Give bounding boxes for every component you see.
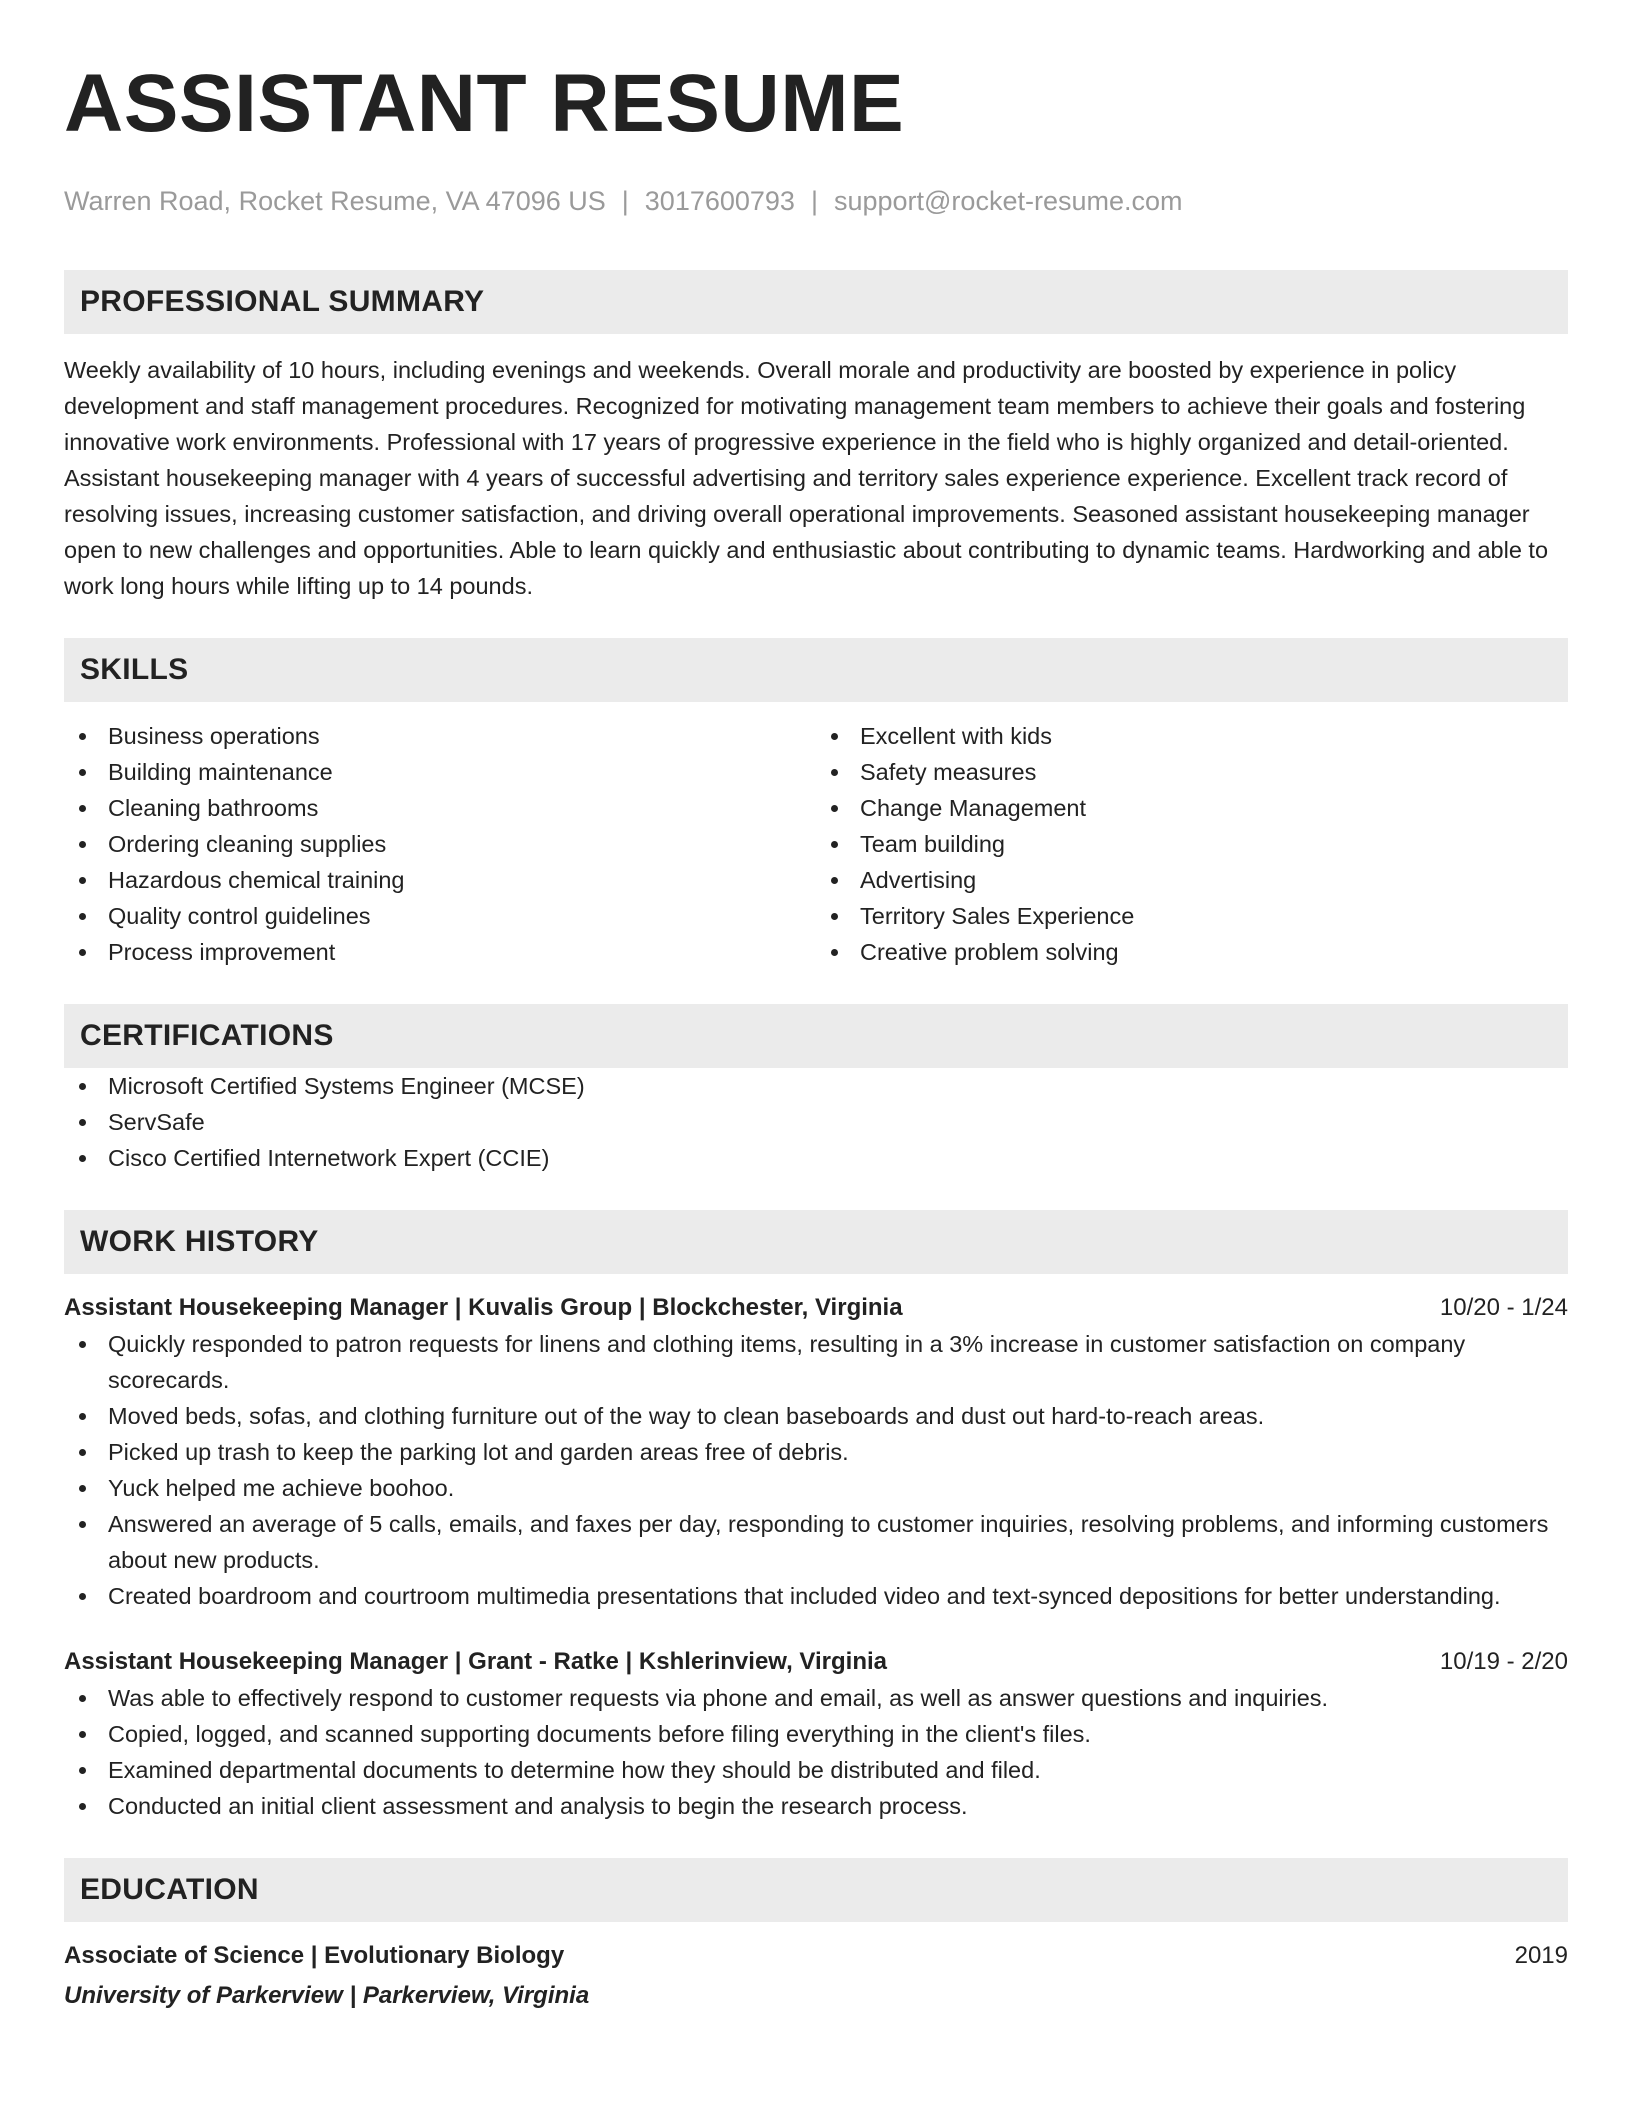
skills-column-right bbox=[816, 718, 1568, 970]
skill-item: Excellent with kids bbox=[816, 718, 1568, 754]
job-header bbox=[64, 1290, 1568, 1326]
section-heading-work-history: WORK HISTORY bbox=[64, 1210, 1568, 1274]
job-bullet: Copied, logged, and scanned supporting documents before filing everything in the client's files. bbox=[64, 1716, 1568, 1752]
job-bullet-list bbox=[64, 1326, 1568, 1614]
job-bullet: Yuck helped me achieve boohoo. bbox=[64, 1470, 1568, 1506]
certifications-list bbox=[64, 1068, 1568, 1176]
job-bullet: Picked up trash to keep the parking lot and garden areas free of debris. bbox=[64, 1434, 1568, 1470]
contact-address: Warren Road, Rocket Resume, VA 47096 US bbox=[64, 186, 606, 216]
section-heading-skills: SKILLS bbox=[64, 638, 1568, 702]
job-dates: 10/20 - 1/24 bbox=[1439, 1294, 1568, 1321]
education-school: University of Parkerview | Parkerview, Virginia bbox=[64, 1982, 590, 2009]
skill-item: Creative problem solving bbox=[816, 934, 1568, 970]
job-bullet: Examined departmental documents to determine how they should be distributed and filed. bbox=[64, 1752, 1568, 1788]
certification-item: ServSafe bbox=[64, 1104, 1568, 1140]
resume-title: ASSISTANT RESUME bbox=[64, 58, 905, 149]
job-bullet: Quickly responded to patron requests for linens and clothing items, resulting in a 3% increase in customer satisfaction on company scorecards. bbox=[64, 1326, 1568, 1398]
job-header bbox=[64, 1644, 1568, 1680]
job-bullet: Was able to effectively respond to customer requests via phone and email, as well as answer questions and inquiries. bbox=[64, 1680, 1568, 1716]
summary-paragraph: Weekly availability of 10 hours, including evenings and weekends. Overall morale and productivity are boosted by experience in policy development and staff management procedures. Recognized for motivating management team members to achieve their goals and fostering innovative work environments. Professional with 17 years of progressive experience in the field who is highly organized and detail-oriented. Assistant housekeeping manager with 4 years of successful advertising and territory sales experience experience. Excellent track record of resolving issues, increasing customer satisfaction, and driving overall operational improvements. Seasoned assistant housekeeping manager open to new challenges and opportunities. Able to learn quickly and enthusiastic about contributing to dynamic teams. Hardworking and able to work long hours while lifting up to 14 pounds. bbox=[64, 357, 1549, 599]
skill-item: Hazardous chemical training bbox=[64, 862, 816, 898]
contact-line bbox=[64, 184, 1568, 218]
contact-email: support@rocket-resume.com bbox=[833, 186, 1183, 216]
section-heading-summary: PROFESSIONAL SUMMARY bbox=[64, 270, 1568, 334]
skill-item: Team building bbox=[816, 826, 1568, 862]
skill-item: Change Management bbox=[816, 790, 1568, 826]
skill-item: Business operations bbox=[64, 718, 816, 754]
contact-phone: 3017600793 bbox=[644, 186, 795, 216]
job-bullet: Answered an average of 5 calls, emails, and faxes per day, responding to customer inquiries, resolving problems, and informing customers about new products. bbox=[64, 1506, 1568, 1578]
job-bullet: Moved beds, sofas, and clothing furniture out of the way to clean baseboards and dust out hard-to-reach areas. bbox=[64, 1398, 1568, 1434]
skill-item: Ordering cleaning supplies bbox=[64, 826, 816, 862]
job-title: Assistant Housekeeping Manager | Grant - Ratke | Kshlerinview, Virginia bbox=[64, 1648, 887, 1675]
skill-item: Cleaning bathrooms bbox=[64, 790, 816, 826]
skill-item: Safety measures bbox=[816, 754, 1568, 790]
skills-list-right bbox=[816, 718, 1568, 970]
skills-column-left bbox=[64, 718, 816, 970]
education-degree: Associate of Science | Evolutionary Biology bbox=[64, 1942, 565, 1969]
job-dates: 10/19 - 2/20 bbox=[1439, 1648, 1568, 1675]
contact-separator: | bbox=[810, 186, 818, 216]
job-title: Assistant Housekeeping Manager | Kuvalis Group | Blockchester, Virginia bbox=[64, 1294, 903, 1321]
job-bullet: Conducted an initial client assessment and analysis to begin the research process. bbox=[64, 1788, 1568, 1824]
skill-item: Quality control guidelines bbox=[64, 898, 816, 934]
skills-columns bbox=[64, 718, 1568, 970]
job-bullet-list bbox=[64, 1680, 1568, 1824]
certification-item: Cisco Certified Internetwork Expert (CCIE) bbox=[64, 1140, 1568, 1176]
certification-item: Microsoft Certified Systems Engineer (MCSE) bbox=[64, 1068, 1568, 1104]
job-bullet: Created boardroom and courtroom multimedia presentations that included video and text-synced depositions for better understanding. bbox=[64, 1578, 1568, 1614]
section-heading-education: EDUCATION bbox=[64, 1858, 1568, 1922]
skill-item: Territory Sales Experience bbox=[816, 898, 1568, 934]
education-year: 2019 bbox=[1514, 1942, 1568, 1969]
skill-item: Building maintenance bbox=[64, 754, 816, 790]
education-header bbox=[64, 1938, 1568, 1974]
contact-separator: | bbox=[621, 186, 629, 216]
skills-list-left bbox=[64, 718, 816, 970]
skill-item: Process improvement bbox=[64, 934, 816, 970]
section-heading-certifications: CERTIFICATIONS bbox=[64, 1004, 1568, 1068]
skill-item: Advertising bbox=[816, 862, 1568, 898]
